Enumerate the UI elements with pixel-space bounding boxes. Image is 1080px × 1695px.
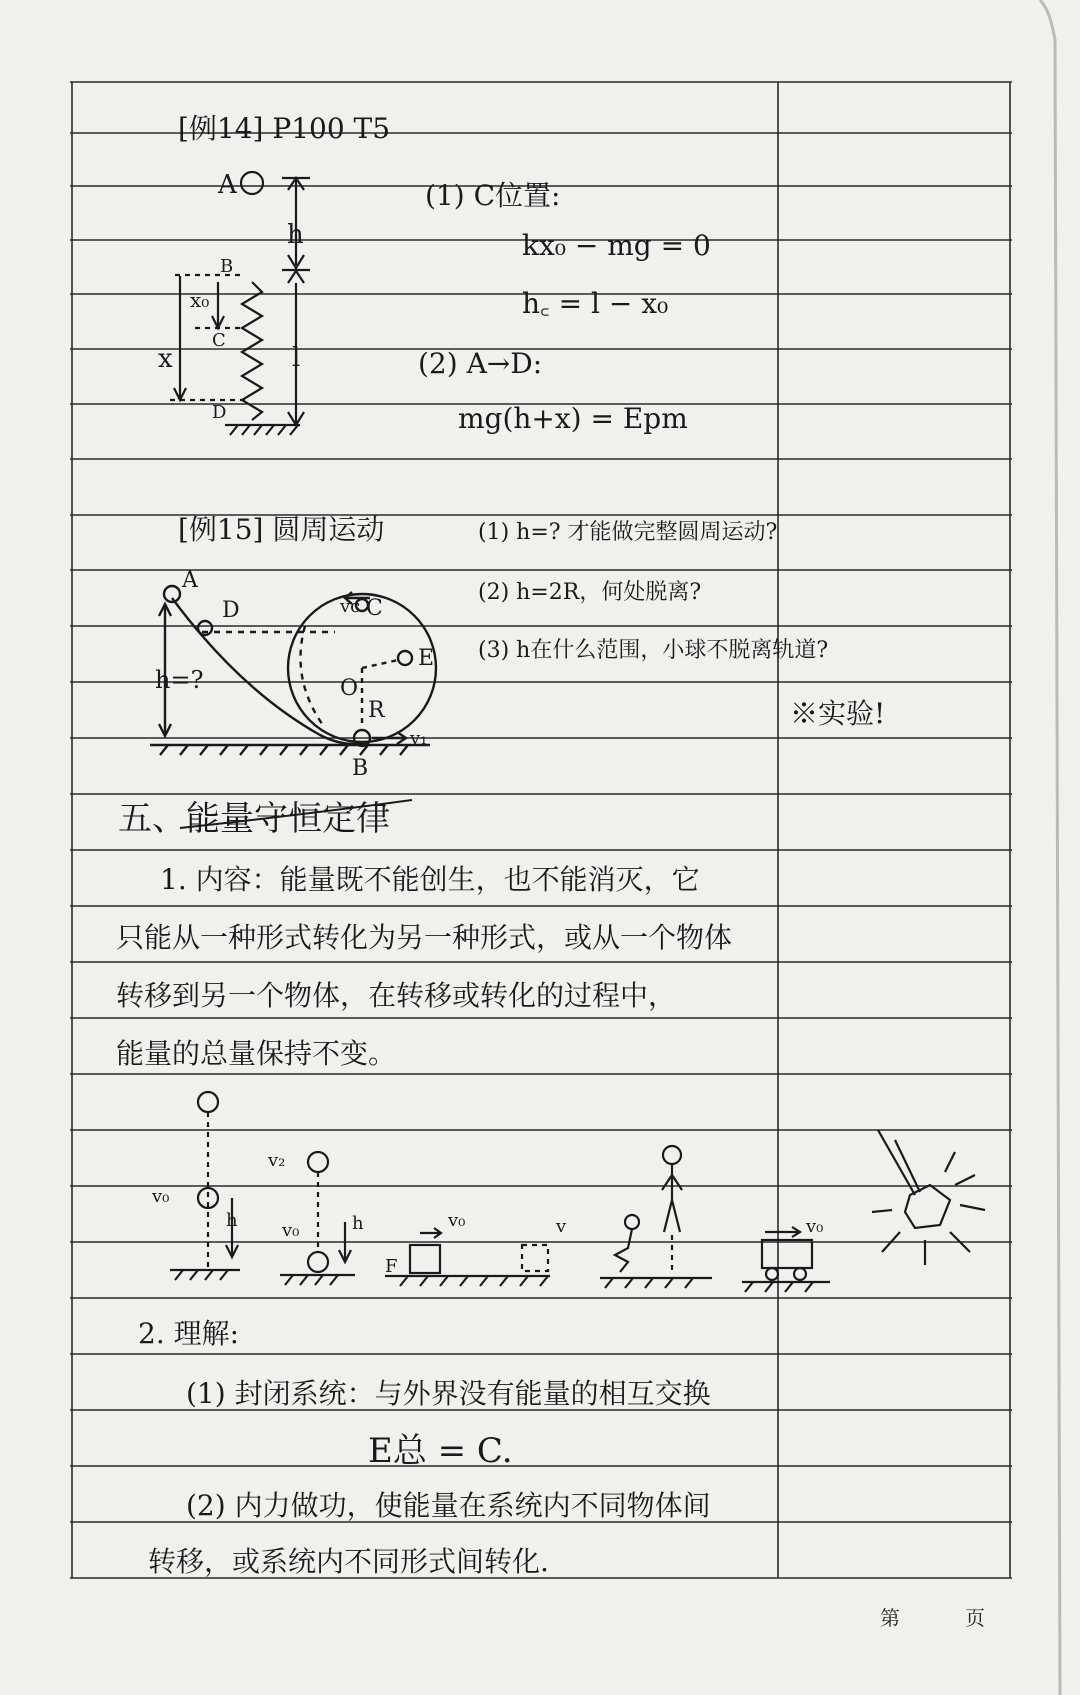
example14-step1: (1) C位置: — [425, 179, 561, 212]
label-C-spring: C — [212, 330, 226, 351]
label-R-loop: R — [368, 698, 385, 723]
label-O-loop: O — [340, 676, 359, 701]
section5-p2-line3: 转移，或系统内不同形式间转化. — [148, 1545, 549, 1578]
section5-p2-line2: (2) 内力做功，使能量在系统内不同物体间 — [186, 1489, 711, 1522]
energy-sketches — [170, 1092, 985, 1292]
section5-p2-line1: (1) 封闭系统：与外界没有能量的相互交换 — [186, 1377, 711, 1410]
sketch-fall-h: h — [226, 1210, 238, 1231]
label-E-loop: E — [418, 646, 435, 671]
label-B-loop: B — [352, 756, 369, 781]
example14-step2: (2) A→D: — [418, 347, 543, 380]
sketch-rough-F: F — [385, 1256, 398, 1277]
section5-p2-eq: E总 = C. — [368, 1431, 513, 1471]
label-h-loop: h=? — [155, 666, 204, 694]
sketch-fall-v0: v₀ — [152, 1186, 170, 1207]
example15-q1: (1) h=? 才能做完整圆周运动? — [478, 520, 778, 545]
page-footer-prefix: 第 — [880, 1608, 900, 1630]
section5-p1-line3: 转移到另一个物体，在转移或转化的过程中， — [116, 979, 677, 1012]
label-h-spring: h — [287, 220, 304, 250]
section5-p1-line1: 1. 内容：能量既不能创生，也不能消灭，它 — [160, 863, 700, 896]
label-D-spring: D — [212, 402, 227, 423]
example15-q2: (2) h=2R，何处脱离? — [478, 580, 702, 605]
sketch-toss-h: h — [352, 1213, 364, 1234]
example15-q3: (3) h在什么范围，小球不脱离轨道? — [478, 638, 829, 663]
label-x-spring: x — [158, 344, 173, 374]
section5-heading: 五、能量守恒定律 — [118, 799, 390, 839]
example15-heading: [例15] 圆周运动 — [178, 513, 385, 546]
sketch-toss-v2: v₂ — [268, 1150, 286, 1171]
label-B-spring: B — [220, 256, 234, 277]
example14-eq2: h꜀ = l − x₀ — [522, 287, 669, 320]
page-footer-suffix: 页 — [965, 1608, 985, 1630]
section5-p1-line2: 只能从一种形式转化为另一种形式，或从一个物体 — [116, 921, 733, 954]
label-D-loop: D — [222, 598, 240, 623]
sketch-slide-v: v — [556, 1216, 567, 1237]
label-v1-loop: v₁ — [410, 728, 428, 749]
example15-note: ※实验! — [790, 697, 886, 730]
label-vc-loop: vc — [340, 596, 361, 617]
label-l-spring: l — [292, 343, 301, 373]
section5-p2-heading: 2. 理解: — [138, 1317, 240, 1350]
example14-heading: [例14] P100 T5 — [178, 112, 391, 145]
sketch-toss-v0: v₀ — [282, 1220, 300, 1241]
label-x0-spring: x₀ — [190, 288, 210, 312]
label-A-spring: A — [218, 170, 237, 200]
label-A-loop: A — [182, 568, 198, 593]
section5-p1-line4: 能量的总量保持不变。 — [116, 1037, 397, 1070]
example14-eq3: mg(h+x) = Epm — [458, 402, 688, 435]
sketch-cart-v: v₀ — [806, 1216, 824, 1237]
example14-eq1: kx₀ − mg = 0 — [522, 229, 711, 262]
label-C-loop: C — [366, 596, 383, 621]
sketch-slide-v0: v₀ — [448, 1210, 466, 1231]
